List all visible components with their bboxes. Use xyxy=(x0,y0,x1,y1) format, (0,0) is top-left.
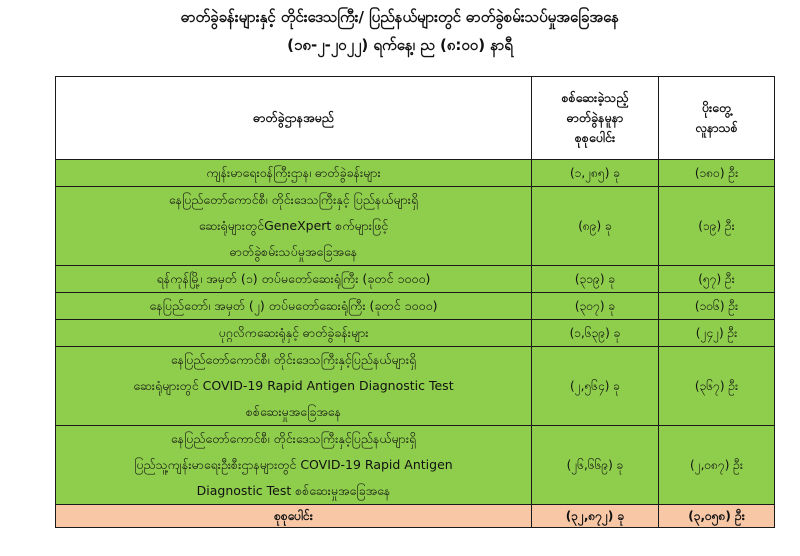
table-row xyxy=(56,426,775,505)
row-lab-name xyxy=(56,187,532,266)
row-lab-name-line-3: ဓာတ်ခွဲစမ်းသပ်မှုအခြေအနေ xyxy=(229,244,358,259)
total-row xyxy=(56,505,775,528)
row-positive: (၅၇) ဦး xyxy=(659,266,775,293)
row-lab-name-line-1: နေပြည်တော်ကောင်စီ၊ တိုင်းဒေသကြီးနှင့်ပြည်နယ်များရှိ xyxy=(170,352,417,367)
row-lab-name: ကျန်းမာရေးဝန်ကြီးဌာန၊ ဓာတ်ခွဲခန်းများ xyxy=(56,160,532,187)
row-lab-name-line-1: နေပြည်တော်ကောင်စီ၊ တိုင်းဒေသကြီးနှင့် ပြည်နယ်များရှိ xyxy=(168,192,419,207)
row-tests: (၃၁၉) ခု xyxy=(532,266,659,293)
row-tests: (၂,၅၆၄) ခု xyxy=(532,347,659,426)
report-title xyxy=(0,6,800,56)
row-tests: (၁,၆၃၉) ခု xyxy=(532,320,659,347)
table-row xyxy=(56,293,775,320)
row-lab-name-line-2: ပြည်သူ့ကျန်းမာရေးဦးစီးဌာနများတွင် COVID-19 Rapid Antigen xyxy=(134,457,453,472)
row-positive: (၂,၀၈၇) ဦး xyxy=(659,426,775,505)
header-tests-total xyxy=(532,77,659,160)
header-lab-name: ဓာတ်ခွဲဌာနအမည် xyxy=(56,77,532,160)
row-lab-name-line-3: စစ်ဆေးမှုအခြေအနေ xyxy=(245,404,342,419)
header-tests-line-2: ဓာတ်ခွဲနမူနာ xyxy=(566,110,624,125)
table-row xyxy=(56,266,775,293)
title-line-1: ဓာတ်ခွဲခန်းများနှင့် တိုင်းဒေသကြီး/ ပြည်နယ်များတွင် ဓာတ်ခွဲစမ်းသပ်မှုအခြေအနေ xyxy=(180,8,620,26)
table-header-row xyxy=(56,77,775,160)
row-lab-name xyxy=(56,426,532,505)
table-row xyxy=(56,160,775,187)
row-positive: (၁၈၀) ဦး xyxy=(659,160,775,187)
total-positive: (၃,၀၅၈) ဦး xyxy=(659,505,775,528)
row-positive: (၂၄၂) ဦး xyxy=(659,320,775,347)
row-lab-name-line-2: ဆေးရုံများတွင်GeneXpert စက်များဖြင့် xyxy=(198,218,389,233)
total-tests: (၃၂,၈၇၂) ခု xyxy=(532,505,659,528)
row-tests: (၁,၂၈၅) ခု xyxy=(532,160,659,187)
row-lab-name xyxy=(56,347,532,426)
header-tests-line-3: စုစုပေါင်း xyxy=(574,130,616,145)
header-positive-line-1: ပိုးတွေ့ xyxy=(701,100,732,115)
row-lab-name: ရန်ကုန်မြို့၊ အမှတ် (၁) တပ်မတော်ဆေးရုံကြီး (ခုတင် ၁၀၀၀) xyxy=(56,266,532,293)
row-tests: (၃၀၇) ခု xyxy=(532,293,659,320)
table-row xyxy=(56,347,775,426)
row-positive: (၁၀၆) ဦး xyxy=(659,293,775,320)
row-tests: (၈၉) ခု xyxy=(532,187,659,266)
table-row xyxy=(56,320,775,347)
total-label: စုစုပေါင်း xyxy=(56,505,532,528)
title-line-2: (၁၈-၂-၂၀၂၂) ရက်နေ့၊ ည (၈:၀၀) နာရီ xyxy=(287,36,513,54)
row-lab-name-line-2: ဆေးရုံများတွင် COVID-19 Rapid Antigen Diagnostic Test xyxy=(133,378,454,393)
row-positive: (၃၆၇) ဦး xyxy=(659,347,775,426)
row-lab-name: ပုဂ္ဂလိကဆေးရုံနှင့် ဓာတ်ခွဲခန်းများ xyxy=(56,320,532,347)
row-lab-name-line-1: နေပြည်တော်ကောင်စီ၊ တိုင်းဒေသကြီးနှင့်ပြည်နယ်များရှိ xyxy=(170,431,417,446)
row-positive: (၁၉) ဦး xyxy=(659,187,775,266)
header-tests-line-1: စစ်ဆေးခဲ့သည့် xyxy=(561,90,629,105)
row-lab-name-line-3: Diagnostic Test စစ်ဆေးမှုအခြေအနေ xyxy=(196,483,391,498)
table-row xyxy=(56,187,775,266)
header-new-positive xyxy=(659,77,775,160)
row-lab-name: နေပြည်တော်၊ အမှတ် (၂) တပ်မတော်ဆေးရုံကြီး (ခုတင် ၁၀၀၀) xyxy=(56,293,532,320)
header-positive-line-2: လူနာသစ် xyxy=(695,120,738,135)
row-tests: (၂၆,၆၆၉) ခု xyxy=(532,426,659,505)
testing-table xyxy=(55,76,775,528)
